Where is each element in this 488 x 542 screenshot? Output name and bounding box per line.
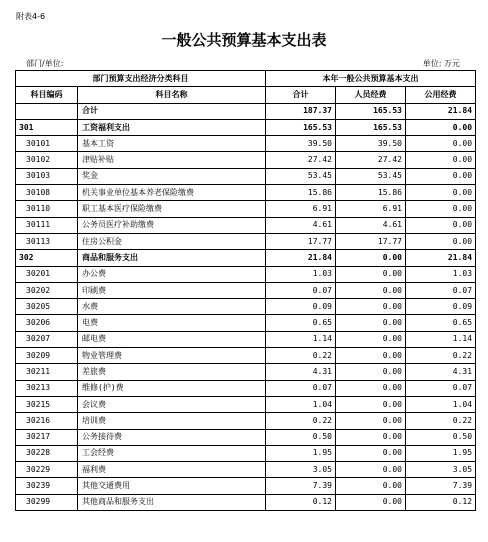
table-row	[16, 396, 476, 412]
cell-total: 3.05	[266, 462, 336, 478]
cell-public: 0.00	[406, 136, 476, 152]
table-row	[16, 168, 476, 184]
header-group-row	[16, 71, 476, 87]
cell-name: 培训费	[78, 413, 266, 429]
cell-name: 合计	[78, 103, 266, 119]
cell-name: 差旅费	[78, 364, 266, 380]
table-row	[16, 119, 476, 135]
unit-label: 单位: 万元	[422, 59, 460, 68]
table-row	[16, 494, 476, 510]
cell-code: 30207	[16, 331, 78, 347]
cell-name: 福利费	[78, 462, 266, 478]
cell-total: 15.86	[266, 185, 336, 201]
cell-code: 30113	[16, 233, 78, 249]
cell-personnel: 0.00	[336, 429, 406, 445]
cell-personnel: 27.42	[336, 152, 406, 168]
cell-name: 商品和服务支出	[78, 250, 266, 266]
cell-code: 301	[16, 119, 78, 135]
table-row	[16, 299, 476, 315]
cell-code: 30205	[16, 299, 78, 315]
cell-name: 基本工资	[78, 136, 266, 152]
cell-name: 电费	[78, 315, 266, 331]
table-row	[16, 462, 476, 478]
cell-name: 水费	[78, 299, 266, 315]
cell-public: 0.09	[406, 299, 476, 315]
cell-public: 4.31	[406, 364, 476, 380]
cell-total: 27.42	[266, 152, 336, 168]
table-row	[16, 266, 476, 282]
cell-public: 0.12	[406, 494, 476, 510]
cell-total: 0.09	[266, 299, 336, 315]
cell-name: 印刷费	[78, 282, 266, 298]
cell-personnel: 0.00	[336, 462, 406, 478]
cell-personnel: 165.53	[336, 103, 406, 119]
cell-code: 30216	[16, 413, 78, 429]
cell-total: 187.37	[266, 103, 336, 119]
table-row	[16, 217, 476, 233]
cell-code: 30239	[16, 478, 78, 494]
cell-public: 0.00	[406, 119, 476, 135]
cell-personnel: 39.50	[336, 136, 406, 152]
cell-public: 3.05	[406, 462, 476, 478]
table-row	[16, 136, 476, 152]
table-row	[16, 201, 476, 217]
cell-name: 公务员医疗补助缴费	[78, 217, 266, 233]
cell-total: 4.31	[266, 364, 336, 380]
cell-personnel: 0.00	[336, 331, 406, 347]
cell-total: 0.50	[266, 429, 336, 445]
cell-code: 30299	[16, 494, 78, 510]
cell-name: 邮电费	[78, 331, 266, 347]
table-row	[16, 282, 476, 298]
cell-public: 21.84	[406, 250, 476, 266]
cell-personnel: 17.77	[336, 233, 406, 249]
cell-total: 0.07	[266, 282, 336, 298]
cell-personnel: 0.00	[336, 348, 406, 364]
cell-personnel: 165.53	[336, 119, 406, 135]
cell-public: 21.84	[406, 103, 476, 119]
table-row	[16, 315, 476, 331]
cell-name: 工资福利支出	[78, 119, 266, 135]
table-row	[16, 250, 476, 266]
table-row	[16, 348, 476, 364]
cell-public: 0.50	[406, 429, 476, 445]
cell-public: 0.07	[406, 380, 476, 396]
cell-public: 0.00	[406, 201, 476, 217]
cell-name: 其他交通费用	[78, 478, 266, 494]
cell-total: 0.12	[266, 494, 336, 510]
cell-code: 30228	[16, 445, 78, 461]
total-row	[16, 103, 476, 119]
table-row	[16, 445, 476, 461]
table-row	[16, 429, 476, 445]
cell-code: 30201	[16, 266, 78, 282]
cell-personnel: 4.61	[336, 217, 406, 233]
cell-name: 会议费	[78, 396, 266, 412]
cell-personnel: 15.86	[336, 185, 406, 201]
cell-name: 办公费	[78, 266, 266, 282]
cell-total: 4.61	[266, 217, 336, 233]
budget-table	[15, 70, 476, 511]
cell-code: 30101	[16, 136, 78, 152]
cell-name: 维修(护)费	[78, 380, 266, 396]
cell-code: 30217	[16, 429, 78, 445]
cell-personnel: 0.00	[336, 380, 406, 396]
cell-code: 30202	[16, 282, 78, 298]
cell-total: 1.03	[266, 266, 336, 282]
table-row	[16, 478, 476, 494]
cell-public: 0.22	[406, 413, 476, 429]
cell-public: 0.65	[406, 315, 476, 331]
cell-personnel: 6.91	[336, 201, 406, 217]
cell-total: 0.65	[266, 315, 336, 331]
table-row	[16, 331, 476, 347]
cell-personnel: 0.00	[336, 299, 406, 315]
cell-personnel: 0.00	[336, 445, 406, 461]
cell-code: 30206	[16, 315, 78, 331]
cell-public: 0.00	[406, 185, 476, 201]
cell-personnel: 0.00	[336, 413, 406, 429]
header-personnel: 人员经费	[336, 87, 406, 103]
page-title: 一般公共预算基本支出表	[161, 31, 327, 49]
cell-total: 53.45	[266, 168, 336, 184]
cell-public: 1.14	[406, 331, 476, 347]
cell-public: 0.07	[406, 282, 476, 298]
table-row	[16, 233, 476, 249]
cell-code: 30108	[16, 185, 78, 201]
table-row	[16, 185, 476, 201]
cell-total: 17.77	[266, 233, 336, 249]
cell-total: 165.53	[266, 119, 336, 135]
cell-name: 物业管理费	[78, 348, 266, 364]
cell-total: 0.22	[266, 348, 336, 364]
department-label: 部门/单位:	[26, 59, 64, 68]
cell-code: 30215	[16, 396, 78, 412]
cell-personnel: 0.00	[336, 478, 406, 494]
table-row	[16, 380, 476, 396]
cell-personnel: 0.00	[336, 250, 406, 266]
cell-total: 1.95	[266, 445, 336, 461]
cell-personnel: 0.00	[336, 364, 406, 380]
cell-code: 30102	[16, 152, 78, 168]
cell-public: 0.00	[406, 152, 476, 168]
cell-name: 津贴补贴	[78, 152, 266, 168]
header-name: 科目名称	[78, 87, 266, 103]
cell-total: 1.14	[266, 331, 336, 347]
cell-code: 30211	[16, 364, 78, 380]
cell-total: 21.84	[266, 250, 336, 266]
cell-code: 30110	[16, 201, 78, 217]
cell-total: 7.39	[266, 478, 336, 494]
cell-public: 1.03	[406, 266, 476, 282]
cell-code: 302	[16, 250, 78, 266]
cell-name: 机关事业单位基本养老保险缴费	[78, 185, 266, 201]
header-group-right: 本年一般公共预算基本支出	[266, 71, 476, 87]
cell-code	[16, 103, 78, 119]
cell-personnel: 0.00	[336, 266, 406, 282]
cell-public: 0.00	[406, 217, 476, 233]
cell-code: 30229	[16, 462, 78, 478]
header-group-left: 部门预算支出经济分类科目	[16, 71, 266, 87]
cell-code: 30209	[16, 348, 78, 364]
cell-public: 0.00	[406, 233, 476, 249]
cell-public: 1.95	[406, 445, 476, 461]
cell-personnel: 0.00	[336, 494, 406, 510]
cell-personnel: 0.00	[336, 315, 406, 331]
cell-total: 6.91	[266, 201, 336, 217]
cell-public: 0.22	[406, 348, 476, 364]
header-total: 合计	[266, 87, 336, 103]
cell-personnel: 0.00	[336, 282, 406, 298]
cell-name: 奖金	[78, 168, 266, 184]
header-column-row	[16, 87, 476, 103]
header-code: 科目编码	[16, 87, 78, 103]
cell-public: 7.39	[406, 478, 476, 494]
cell-total: 0.22	[266, 413, 336, 429]
cell-name: 其他商品和服务支出	[78, 494, 266, 510]
table-row	[16, 413, 476, 429]
cell-name: 工会经费	[78, 445, 266, 461]
cell-name: 职工基本医疗保险缴费	[78, 201, 266, 217]
cell-total: 0.07	[266, 380, 336, 396]
cell-name: 住房公积金	[78, 233, 266, 249]
cell-code: 30111	[16, 217, 78, 233]
header-public: 公用经费	[406, 87, 476, 103]
cell-personnel: 53.45	[336, 168, 406, 184]
cell-total: 1.04	[266, 396, 336, 412]
cell-public: 1.04	[406, 396, 476, 412]
cell-code: 30103	[16, 168, 78, 184]
cell-public: 0.00	[406, 168, 476, 184]
table-row	[16, 152, 476, 168]
annex-label: 附表4-6	[16, 12, 46, 21]
cell-total: 39.50	[266, 136, 336, 152]
cell-name: 公务接待费	[78, 429, 266, 445]
cell-personnel: 0.00	[336, 396, 406, 412]
cell-code: 30213	[16, 380, 78, 396]
table-row	[16, 364, 476, 380]
